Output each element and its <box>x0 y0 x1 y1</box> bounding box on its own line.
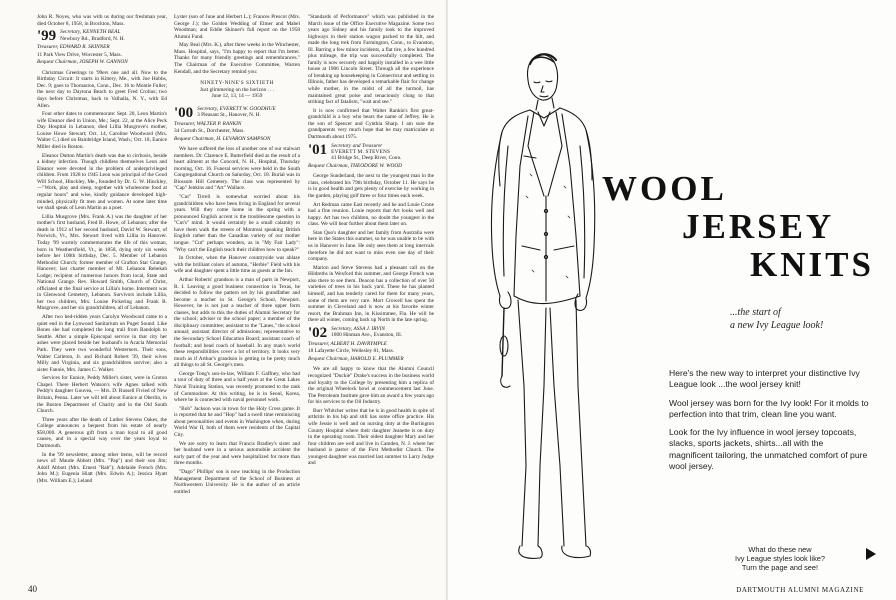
paragraph: After two bed-ridden years Carolyn Woodward came to a quiet end in the Lynwood Sanitarium on Puget Sound. Like Bones she had completed the long trail from Randolph to Seattle. After a simple Episcopal service in that city her ashes were placed beside her husband's in Acacia Memorial Park. They were two wonderful Westerners. Their sons, Walter Carleton, Jr. and Richard Robert '39, their wives Milly and Virginia, and six grandchildren survive; also a sister Fannie, Mrs. James C. Walker. <box>37 314 167 373</box>
cta-line: Turn the page and see! <box>741 563 819 572</box>
paragraph: We are all happy to know that the Alumni Council recognized "Duckie" Drake's success in the business world and loyalty to the College by presenting him a replica of the original Wheelock bowl at commencement last June. The Petroleum Institute gave him an award a few years ago for his services to the Oil Industry. <box>308 366 434 406</box>
class-year: '02 <box>308 324 328 341</box>
reunion-title: NINETY-NINE'S SIXTIETH <box>200 80 274 87</box>
paragraph: "Standards of Performance" which was published in the March issue of the Office Executive Magazine. Some two years ago Sidney and his family took to the improved highways in their station wagon packed to the hilt, and made the long trek from Farmington, Conn., to Evanston, Ill. Barring a few minor incidents, a flat tire, a few hundred plus mileage, the trip was successfully completed. The family is now securely and happily installed in a wee little house at 1906 Lincoln Street. Through all the experience of breaking up housekeeping in Connecticut and settling in Illinois, father has developed a remarkable flair for change while mother, in the midst of all the turmoil, has maintained great poise and tenaciously clung to that striking fact of fatalism, "wait and see." <box>308 14 434 106</box>
secretary-line: Secretary, KENNETH BEAL <box>60 29 121 36</box>
paragraph: Three years after the death of Luther Stevens Oakes, the College announces a bequest from his estate of nearly $58,000. A generous gift from a man loyal to all good causes, and in a special way over the years loyal to Dartmouth. <box>37 416 167 449</box>
treasurer-line: Treasurer, ALBERT H. DAVRYMPLE <box>308 340 387 347</box>
paragraph: Lyster (son of June and Herbert L.); Frances Prescot (Mrs. George J.); the Golden Wedding of Elmer and Mabel Woodman; and Eddie Skinner's full report on the 1958 Alumni Fund. <box>174 14 300 40</box>
headline-word: KNITS <box>750 245 874 284</box>
paragraph: It is now confirmed that Walter Rankin's first great-grandchild is a boy who bears the name of Jeffrey. He is the son of Spencer and Cynthia Sharp. I am sure the grandparents very much hope that he may matriculate at Dartmouth about 1975. <box>308 107 434 141</box>
ad-headline <box>598 169 874 290</box>
intro-note: John R. Noyes, who was with us during our freshman year, died October 8, 1958, in Brockton, Mass. <box>37 14 167 27</box>
paragraph: Stan Quo's daughter and her family from Australia were here in the States this summer, so he was unable to be with us in Hanover in June. He only sees them at long intervals therefore he did not want to miss even one day of their company. <box>308 229 434 263</box>
body-paragraph: Wool jersey was born for the Ivy look! For it molds to perfection into that trim, clean line you want. <box>669 397 869 419</box>
bequest-line: Bequest Chairman, THEODORE W. WOOD <box>308 162 402 169</box>
paragraph: "Bob" Jackson was in town for the Holy Cross game. It is reported that he and "Hop" had a swell time reminiscing about personalities and events in Washington when, during World War II, both of them were residents of the Capital City. <box>174 405 300 439</box>
secretary-line: Secretary, ASSA J. IRVIN <box>331 325 385 332</box>
body-paragraph: Look for the Ivy influence in wool jersey topcoats, slacks, sports jackets, shirts...all with the magnificent tailoring, the unmatched comfort of pure wool jersey. <box>669 427 868 472</box>
reunion-line: Just glimmering on the horizon . . . <box>199 86 275 93</box>
magazine-footer: DARTMOUTH ALUMNI MAGAZINE <box>736 586 864 594</box>
class-01-header <box>308 143 434 169</box>
treasurer-line: Treasurer, EDWARD R. SKINNER <box>37 44 110 51</box>
column-2 <box>174 14 300 582</box>
paragraph: In the '99 newsletter, among other items, will be record news of: Maude Abbott (Mrs. "Pap") and their son Jim; Adolf Abbott (Mrs. Ernest "Rab"); Adelaide French (Mrs. John M.); Eugenia Hiatt (Mrs. Edwin A.); Jessica Hyatt (Mrs. William E.); Leland <box>37 451 167 484</box>
secretary-name: EVERETT M. STEVENS <box>331 149 391 156</box>
body-paragraph: Here's the new way to interpret your distinctive Ivy League look ...the wool jersey knit! <box>669 368 860 390</box>
bequest-line: Bequest Chairman, H. LEVARON SAMPSON <box>174 135 271 142</box>
class-year: '99 <box>37 28 57 45</box>
treasurer-address: 34 Carruth St., Dorchester, Mass. <box>174 128 245 135</box>
reunion-notice <box>174 80 300 100</box>
tagline-line: a new Ivy League look! <box>730 320 824 331</box>
treasurer-address: 18 Lafayette Circle, Wellesley 81, Mass. <box>308 348 394 355</box>
secretary-address: 3 Pleasant St., Hanover, N. H. <box>197 111 261 118</box>
cta-line: What do these new <box>748 545 812 554</box>
paragraph: George Sunderland, the next to the youngest man in the class, celebrated his 79th birthday, October 11. He says he is in good health and gets plenty of exercise by working in the garden, playing golf three or four times each week. <box>308 173 434 199</box>
tagline-line: ...the start of <box>730 307 781 318</box>
secretary-address: 1800 Hinman Ave., Evanston, Ill. <box>331 332 402 339</box>
page-number: 40 <box>28 584 37 594</box>
secretary-address: Newbury Rd., Bradford, N. H. <box>60 35 125 42</box>
secretary-line: Secretary and Treasurer <box>331 142 383 149</box>
illustration-man-in-jersey-jacket <box>468 46 628 586</box>
secretary-line: Secretary, EVERETT W. GOODHUE <box>197 105 276 112</box>
class-02-header <box>308 326 434 363</box>
class-99-header <box>37 29 167 66</box>
paragraph: Lillia Musgrove (Mrs. Frank A.) was the daughter of her mother's first husband, Fred B. Howe, of Lebanon; after the death in 1912 of her second husband, David W. Stewart, of Norwich, Vt., Mrs. Stewart lived with Lillia in Hanover. Today '99 warmly commemorates the life of this woman, born in Weathersfield, Vt., in 1858, dying only six weeks before her 100th birthday, Dec. 5. Member of Lebanon Methodist Church; former member of Grafton Star Grange, Hanover; last charter member of Mt. Lebanon Rebekah Lodge; recipient of numerous honors from local, State and National Grange. Rev. Howard Smith, Church of Christ, officiated at the final service at Lillia's home. Interment was in Glenwood Cemetery, Lebanon. Survivors include Lillia, her two children, Mrs. Louise Pickering and Frank R. Musgrove, and her six grandchildren, all of Lebanon. <box>37 213 167 312</box>
paragraph: Eleanor Dutton Martin's death was due to cirrhosis, beside a kidney infection. Though childless themselves Leon and Eleanor were devoted in the problem of underprivileged children. From 1928 to 1945 Leon was principal of the Good Will School, Hinckley, Me., founded by Dr. G. W. Hinckley, —"Work, play and sleep, together with wholesome food at regular hours" and wise, kindly guidance developed high-minded, physically fit men and women. At some later time we shall speak of Leon Martin as a poet. <box>37 152 167 212</box>
paragraph: In October, when the Hanover countryside was ablaze with the brilliant colors of autumn, "Herbie" Field with his wife and daughter spent a little time as guests at the Inn. <box>174 255 300 275</box>
headline-word: WOOL <box>602 169 727 208</box>
paragraph: Art Redman came East recently and he and Louie Crone had a fine reunion. Louie reports that Art looks well and happy. Art has two children, no doubt the youngest in the class. We will hear further about them later on. <box>308 201 434 228</box>
paragraph: We are sorry to learn that Francis Bradley's sister and her husband were in a serious automobile accident the early part of the year and were hospitalized for more than three months. <box>174 440 300 467</box>
headline-word: JERSEY <box>682 207 835 246</box>
secretary-address: 41 Bridge St., Deep River, Conn. <box>331 155 402 162</box>
paragraph: Marion and Steve Stevens had a pleasant call on the Hildreths in Wexford this summer, and George French was also there to see them. Deacon has a collection of over 50 varieties of trees in his back yard. These he has planted himself, and has tenderly cared for them for many years, some of them are very rare. Mort Crowell has spent the summer in Cleveland and is now at his favorite winter resort, the Brahman Inn, in Kissimmee, Fla. He will be there all winter, coming back up North in the late spring. <box>308 264 434 324</box>
paragraph: "Dago" Phillips' son is now teaching in the Production Management Department of the School of Business at Northwestern University. He is the author of an article entitled <box>174 469 300 495</box>
paragraph: George Tong's son-in-law, William F. Gaffney, who had a tour of duty of three and a half years at the Great Lakes Naval Training Station, was recently promoted to the rank of Commodore. At this writing, he is in Seoul, Korea, where he is connected with naval personnel work. <box>174 370 300 404</box>
paragraph: Four other dates to commemorate: Sept. 20, Leon Martin's wife Eleanor died in Union, Me.; Sept. 22, at the Alice Peck Day Hospital in Lebanon, died Lillia Musgrove's mother, Louise Howe Stewart; Oct. 14, Caroline Woodward (Mrs. Walter C.) died on Bainbridge Island, Wash.; Oct. 18, Eunice Miller died in Boston. <box>37 111 167 150</box>
paragraph: Christmas Greetings to '99ers one and all. Now to the Birthday Circuit: It starts in Kittery, Me., with Joe Hobbs, Dec. 9; goes to Thomaston, Conn., Dec. 16 to Montie Fuller; the next day to Daytona Beach to greet Fred Crolius; two days before Christmas, back to Valhalla, N. Y., with Ed Allen. <box>37 69 167 109</box>
paragraph: Services for Eunice, Peddy Miller's sister, were in Groton Chapel. There Herbert Watson's wife Agnes talked with Peddy's daughter Gouvea, — Mrs. D. Russell Fivied of New Britain, Penna. Later we will tell about Eunice at Oberlin, in the Boston Department of Charity and in the Old South Church. <box>37 375 167 415</box>
bequest-line: Bequest Chairman, HAROLD E. PLUMMER <box>308 355 404 362</box>
column-1 <box>37 14 167 582</box>
class-year: '00 <box>174 104 194 121</box>
treasurer-line: Treasurer, WALTER P. RANKIN <box>174 120 242 127</box>
ad-body-copy <box>669 368 869 479</box>
bequest-line: Bequest Chairman, JOSEPH W. GANNON <box>37 59 128 66</box>
ad-call-to-action <box>700 545 860 572</box>
paragraph: Burr Whitcher writes that he is in good health in spite of arthritis in his hip and still has some office practice. His wife Jessie is well and on nursing duty at the Burlington County Hospital where their daughter Jeanette is on duty in the operating room. Their oldest daughter Mary and her four children are well and live in Camden, N. J. where her husband is pastor of the First Methodist Church. The youngest daughter was married last summer to Larry Judge and <box>308 407 434 467</box>
right-arrow-icon <box>866 548 876 560</box>
cta-line: Ivy League styles look like? <box>735 554 825 563</box>
treasurer-address: 11 Park View Drive, Worcester 5, Mass. <box>37 51 122 58</box>
reunion-dates: June 12, 13, 14 — 1959 <box>211 93 263 100</box>
paragraph: We have suffered the loss of another one of our stalwart members. Dr. Clarence E. Butterfield died as the result of a heart ailment at the Concord, N. H., Hospital, Thursday morning, Oct. 16. Funeral services were held in the South Congregational Church on Saturday, Oct. 18. Burial was in Blossom Hill Cemetery. The class was represented by "Cap" Jenkins and "Art" Wallace. <box>174 146 300 192</box>
class-year: '01 <box>308 141 328 158</box>
paragraph: May Beal (Mrs. K.), after three weeks in the Winchester, Mass. Hospital, says, "I'm happy to report that I'm better. Thanks for many friendly greetings and remembrances." The Chairman of the Executive Committee, Warren Kendall, and the Secretary remind you: <box>174 42 300 75</box>
paragraph: "Cut" Tirrell is somewhat worried about his grandchildren who have been living in England for several years. Will they come home in the spring with a pronounced English accent is the troublesome question in "Cut's" mind. It would certainly be a small calamity to have them walk the streets of Montreal speaking British English rather than the Canadian variety of our mother tongue. "Cut" perhaps wonders, as in "My Fair Lady": "Why can't the English teach their children how to speak?" <box>174 194 300 253</box>
paragraph: Arthur Roberts' grandson is a man of parts in Newport, R. I. Leaving a good business connection in Texas, he decided to follow the pattern set by his grandfather and become a teacher in St. George's School, Newport. However, he is not just a teacher of three upper form classes, but adds to this the duties of Alumni Secretary for the school; adviser to the school paper; a member of the disciplinary committee; assistant to the "Lanes," the school annual; assistant director of admissions; representative to the Secondary School Education Board; assistant coach of football; and head coach of baseball. In any man's world these responsibilities cover a lot of territory. It looks very much as if Arthur's grandson is getting to be pretty much all things to all St. George's men. <box>174 277 300 369</box>
column-3 <box>308 14 434 582</box>
class-00-header <box>174 106 300 143</box>
ad-tagline <box>730 306 890 332</box>
